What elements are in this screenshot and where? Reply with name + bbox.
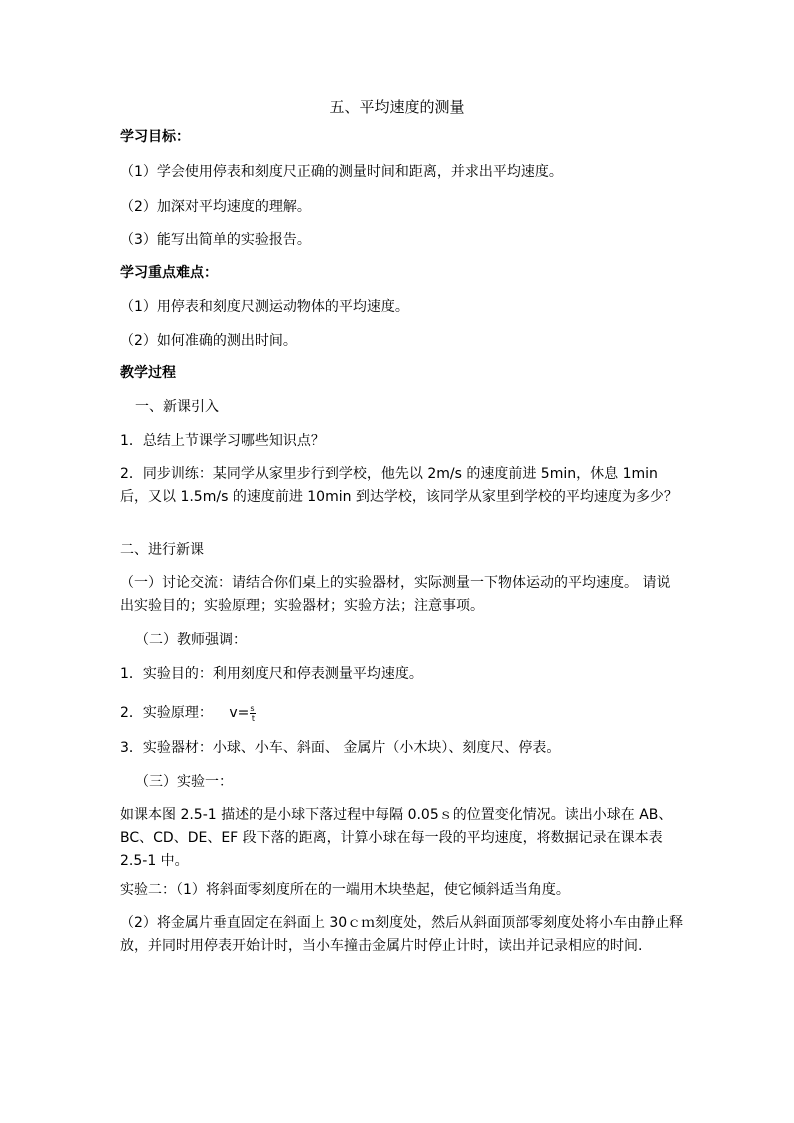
goal-item: （2）加深对平均速度的理解。 xyxy=(120,199,311,215)
goals-heading: 学习目标： xyxy=(120,129,190,145)
experiment-2-step-1: 实验二：（1）将斜面零刻度所在的一端用木块垫起，使它倾斜适当角度。 xyxy=(120,882,570,898)
formula-numerator: s xyxy=(250,703,255,713)
new-lesson-heading: 二、进行新课 xyxy=(120,542,204,558)
experiment-2-step-2: （2）将金属片垂直固定在斜面上 30ｃｍ刻度处，然后从斜面顶部零刻度处将小车由静止释放，并同时用停表开始计时，当小车撞击金属片时停止计时，读出并记录相应的时间. xyxy=(120,915,684,954)
intro-heading: 一、新课引入 xyxy=(135,399,219,415)
goal-item: （3）能写出简单的实验报告。 xyxy=(120,232,311,248)
formula-lhs: v= xyxy=(229,705,250,721)
speed-formula xyxy=(229,703,256,723)
formula-fraction xyxy=(250,704,256,723)
intro-question-2: 2．同步训练：某同学从家里步行到学校，他先以 2m/s 的速度前进 5min，休息 1min 后，又以 1.5m/s 的速度前进 10min 到达学校，该同学从家里到学校的平均速度为多少？ xyxy=(120,466,678,505)
page-title: 五、平均速度的测量 xyxy=(329,98,465,116)
formula-denominator: t xyxy=(251,713,255,723)
experiment-1-paragraph: 如课本图 2.5-1 描述的是小球下落过程中每隔 0.05ｓ的位置变化情况。读出小球在 AB、BC、CD、DE、EF 段下落的距离，计算小球在每一段的平均速度，将数据记录在课本表 2.5-1 中。 xyxy=(120,807,673,869)
experiment-1-heading: （三）实验一： xyxy=(135,774,233,790)
experiment-equipment: 3．实验器材：小球、小车、斜面、 金属片（小木块）、刻度尺、停表。 xyxy=(120,740,561,756)
discussion-paragraph: （一）讨论交流：请结合你们桌上的实验器材，实际测量一下物体运动的平均速度。 请说出实验目的；实验原理；实验器材；实验方法；注意事项。 xyxy=(120,575,671,614)
experiment-purpose: 1．实验目的：利用刻度尺和停表测量平均速度。 xyxy=(120,666,423,682)
process-heading: 教学过程 xyxy=(120,365,176,381)
experiment-principle xyxy=(120,703,684,723)
teacher-heading: （二）教师强调： xyxy=(135,632,247,648)
key-point-item: （2）如何准确的测出时间。 xyxy=(120,333,297,349)
intro-question-1: 1．总结上节课学习哪些知识点？ xyxy=(120,433,325,449)
key-points-heading: 学习重点难点： xyxy=(120,265,218,281)
key-point-item: （1）用停表和刻度尺测运动物体的平均速度。 xyxy=(120,299,409,315)
goal-item: （1）学会使用停表和刻度尺正确的测量时间和距离，并求出平均速度。 xyxy=(120,164,563,180)
principle-label: 2．实验原理： xyxy=(120,705,213,721)
